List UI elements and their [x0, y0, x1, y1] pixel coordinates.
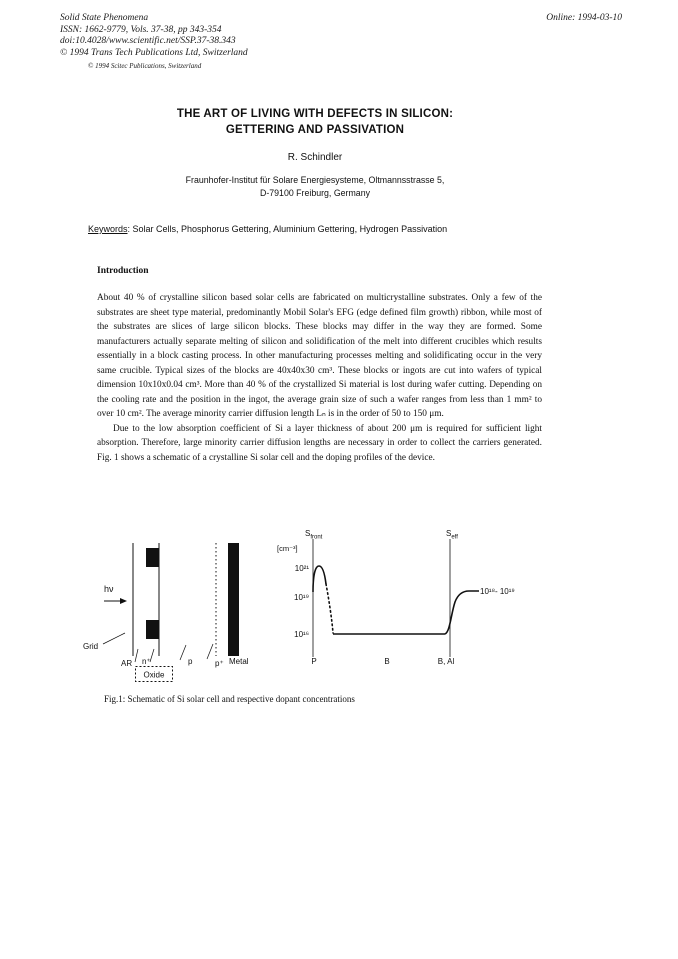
emitter-profile-dotted-tail [326, 584, 333, 633]
oxide-label: Oxide [143, 670, 165, 680]
tick-1e16: 10¹⁶ [294, 630, 309, 639]
emitter-profile-curve [313, 566, 326, 592]
doi-line: doi:10.4028/www.scientific.net/SSP.37-38.343 [60, 36, 236, 46]
keywords-label: Keywords [88, 224, 128, 234]
n-plus-label: n⁺ [142, 657, 151, 666]
grid-finger-bottom [146, 620, 159, 639]
keywords-text: : Solar Cells, Phosphorus Gettering, Aluminium Gettering, Hydrogen Passivation [127, 224, 448, 234]
intro-paragraph-2: Due to the low absorption coefficient of Si a layer thickness of about 200 μm is required for sufficient light absorption. Therefore, large minority carrier diffusion lengths are necessary in order to collect the carriers generated. Fig. 1 shows a schematic of a crystalline Si solar cell and the doping profiles of the device. [97, 423, 542, 463]
keywords-line [88, 224, 447, 234]
author-name: R. Schindler [287, 152, 343, 163]
unit-label: [cm⁻³] [277, 544, 298, 553]
s-eff-label: $S_{eff}$ [446, 529, 458, 541]
journal-title: Solid State Phenomena [60, 13, 149, 23]
paper-title [70, 106, 560, 138]
affiliation [70, 174, 560, 199]
metal-label: Metal [229, 657, 249, 666]
section-heading-introduction: Introduction [97, 266, 149, 276]
copyright-small: © 1994 Scitec Publications, Switzerland [88, 62, 202, 70]
dopant-p-label: P [311, 657, 317, 666]
paper-title-line2: GETTERING AND PASSIVATION [225, 124, 405, 136]
p-tick [180, 645, 186, 660]
title-block [70, 106, 560, 199]
copyright-line: © 1994 Trans Tech Publications Ltd, Switzerland [60, 47, 248, 58]
grid-finger-top [146, 548, 159, 567]
p-plus-tick [207, 644, 213, 659]
figure-caption: Fig.1: Schematic of Si solar cell and respective dopant concentrations [104, 694, 355, 704]
figure-1 [78, 528, 548, 692]
affiliation-line1: Fraunhofer-Institut für Solare Energiesysteme, Oltmannsstrasse 5, [185, 175, 445, 185]
hv-label: hν [104, 584, 114, 594]
metal-layer [228, 543, 239, 656]
dopant-b-label: B [384, 657, 390, 666]
p-plus-label: p⁺ [215, 659, 224, 668]
s-front-label: $S_{front}$ [305, 529, 323, 541]
issn-line: ISSN: 1662-9779, Vols. 37-38, pp 343-354 [60, 24, 222, 35]
bsf-level-label: 10¹⁸- 10¹⁹ [480, 587, 515, 596]
ar-tick [135, 649, 138, 662]
grid-label: Grid [83, 642, 99, 651]
paper-title-line1: THE ART OF LIVING WITH DEFECTS IN SILICON: [176, 108, 454, 120]
dopant-b-al-label: B, Al [437, 657, 455, 666]
body-text [97, 266, 542, 465]
p-label: p [188, 657, 193, 666]
online-date: Online: 1994-03-10 [546, 13, 622, 23]
tick-1e19: 10¹⁹ [294, 593, 309, 602]
grid-pointer [103, 633, 125, 644]
hv-arrow-head [120, 598, 127, 604]
publication-info [60, 13, 248, 73]
affiliation-line2: D-79100 Freiburg, Germany [259, 187, 370, 198]
ar-label: AR [121, 659, 133, 668]
tick-1e21: 10²¹ [294, 564, 309, 573]
intro-paragraph-1: About 40 % of crystalline silicon based solar cells are fabricated on multicrystalline substrates. Only a few of the substrates are sheet type material, predominantly Mobil Solar's EFG (edge defined film growth) ribbon, while most of the substrates are slices of large silicon blocks. These blocks may differ in the way they are formed. Some manufacturers actually separate melting of silicon and solidification of the melt into different crucibles which results essentially in a block casting process. In other manufacturing processes melting and solidificating occur in the very same crucible. Typical sizes of the blocks are 40x40x30 cm³. These blocks or ingots are cut into wafers of typical dimension 10x10x0.04 cm³. More than 40 % of the crystallized Si material is lost during wafer cutting. Depending on the cooling rate and the position in the ingot, the average grain size of such a wafer ranges from less than 1 mm² to over 10 cm². The average minority carrier diffusion length Lₙ is in the order of 50 to 150 μm. [97, 293, 542, 419]
